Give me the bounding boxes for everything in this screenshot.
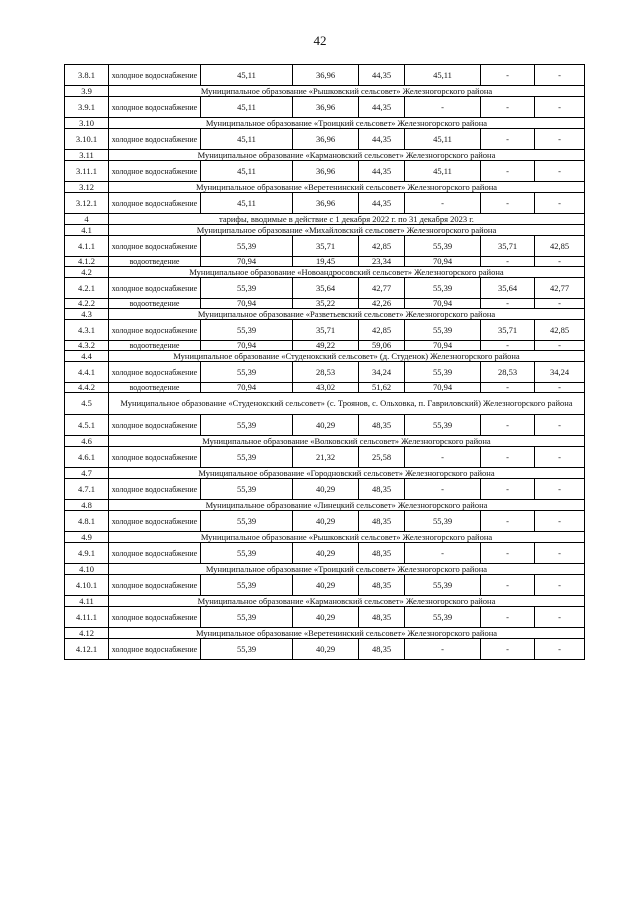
tariff-value: 70,94 [201, 341, 293, 351]
table-row [65, 383, 585, 393]
row-number: 4.7 [65, 468, 109, 479]
tariff-value: 55,39 [201, 607, 293, 628]
tariff-value: - [535, 299, 585, 309]
row-number: 4.6 [65, 436, 109, 447]
service-name: водоотведение [109, 257, 201, 267]
row-number: 4.5 [65, 393, 109, 415]
row-number: 4.3.1 [65, 320, 109, 341]
tariff-value: 55,39 [405, 415, 481, 436]
row-number: 3.8.1 [65, 65, 109, 86]
row-number: 4.8.1 [65, 511, 109, 532]
table-row [65, 543, 585, 564]
service-name: холодное водоснабжение [109, 129, 201, 150]
tariff-value: 45,11 [405, 129, 481, 150]
tariff-value: - [481, 193, 535, 214]
service-name: холодное водоснабжение [109, 479, 201, 500]
tariff-value: 55,39 [405, 575, 481, 596]
row-number: 4 [65, 214, 109, 225]
table-row [65, 415, 585, 436]
row-number: 4.6.1 [65, 447, 109, 468]
table-row [65, 236, 585, 257]
tariff-value: 48,35 [359, 479, 405, 500]
tariff-value: 40,29 [293, 639, 359, 660]
section-row [65, 596, 585, 607]
row-number: 3.10.1 [65, 129, 109, 150]
tariff-value: 40,29 [293, 479, 359, 500]
row-number: 4.2 [65, 267, 109, 278]
tariff-value: - [481, 161, 535, 182]
tariff-value: 36,96 [293, 65, 359, 86]
tariff-value: 55,39 [201, 362, 293, 383]
tariff-value: 55,39 [405, 607, 481, 628]
table-row [65, 193, 585, 214]
table-row [65, 511, 585, 532]
tariff-value: 55,39 [405, 511, 481, 532]
tariff-value: 70,94 [201, 257, 293, 267]
section-title: Муниципальное образование «Веретенинский сельсовет» Железногорского района [109, 628, 585, 639]
service-name: холодное водоснабжение [109, 543, 201, 564]
service-name: холодное водоснабжение [109, 193, 201, 214]
tariff-value: - [481, 543, 535, 564]
tariff-value: 59,06 [359, 341, 405, 351]
service-name: водоотведение [109, 299, 201, 309]
service-name: холодное водоснабжение [109, 236, 201, 257]
tariff-value: 45,11 [201, 97, 293, 118]
row-number: 4.3 [65, 309, 109, 320]
tariff-value: 51,62 [359, 383, 405, 393]
section-title: Муниципальное образование «Рышковский сельсовет» Железногорского района [109, 532, 585, 543]
service-name: холодное водоснабжение [109, 97, 201, 118]
tariff-value: 36,96 [293, 129, 359, 150]
tariff-value: - [481, 415, 535, 436]
row-number: 4.1 [65, 225, 109, 236]
service-name: холодное водоснабжение [109, 607, 201, 628]
tariff-value: - [535, 607, 585, 628]
row-number: 4.9 [65, 532, 109, 543]
row-number: 3.11 [65, 150, 109, 161]
tariff-value: 35,64 [481, 278, 535, 299]
service-name: холодное водоснабжение [109, 362, 201, 383]
section-title: Муниципальное образование «Студенокский сельсовет» (с. Троянов, с. Ольховка, п. Гавриловский) Железногорского района [109, 393, 585, 415]
section-title: Муниципальное образование «Кармановский сельсовет» Железногорского района [109, 150, 585, 161]
row-number: 4.2.2 [65, 299, 109, 309]
tariff-value: 42,85 [535, 236, 585, 257]
tariff-value: - [481, 257, 535, 267]
tariff-value: 35,64 [293, 278, 359, 299]
section-row [65, 393, 585, 415]
tariff-value: - [535, 193, 585, 214]
section-title: Муниципальное образование «Михайловский сельсовет» Железногорского района [109, 225, 585, 236]
tariff-value: 48,35 [359, 607, 405, 628]
tariff-value: 70,94 [405, 341, 481, 351]
section-title: Муниципальное образование «Веретенинский сельсовет» Железногорского района [109, 182, 585, 193]
tariff-value: - [481, 639, 535, 660]
tariff-value: 55,39 [201, 575, 293, 596]
tariff-value: 35,71 [481, 320, 535, 341]
table-row [65, 65, 585, 86]
table-row [65, 362, 585, 383]
table-row [65, 341, 585, 351]
tariff-table [64, 64, 585, 660]
section-row [65, 225, 585, 236]
tariff-value: - [405, 543, 481, 564]
tariff-value: 19,45 [293, 257, 359, 267]
tariff-value: 40,29 [293, 543, 359, 564]
tariff-table-body [65, 65, 585, 660]
tariff-value: - [405, 193, 481, 214]
tariff-value: - [481, 607, 535, 628]
row-number: 4.9.1 [65, 543, 109, 564]
row-number: 3.11.1 [65, 161, 109, 182]
section-row [65, 351, 585, 362]
tariff-value: 35,71 [293, 236, 359, 257]
table-row [65, 129, 585, 150]
section-row [65, 564, 585, 575]
tariff-value: - [535, 447, 585, 468]
tariff-value: 55,39 [201, 543, 293, 564]
service-name: холодное водоснабжение [109, 639, 201, 660]
tariff-value: 48,35 [359, 639, 405, 660]
tariff-value: 45,11 [201, 161, 293, 182]
table-row [65, 447, 585, 468]
tariff-value: 70,94 [405, 383, 481, 393]
tariff-value: 55,39 [405, 362, 481, 383]
tariff-value: 42,77 [359, 278, 405, 299]
section-title: Муниципальное образование «Троицкий сельсовет» Железногорского района [109, 118, 585, 129]
row-number: 4.8 [65, 500, 109, 511]
tariff-value: 35,71 [481, 236, 535, 257]
section-row [65, 532, 585, 543]
section-row [65, 150, 585, 161]
tariff-value: 40,29 [293, 415, 359, 436]
tariff-value: 42,85 [535, 320, 585, 341]
table-row [65, 575, 585, 596]
section-row [65, 436, 585, 447]
section-row [65, 628, 585, 639]
row-number: 4.11 [65, 596, 109, 607]
tariff-value: - [481, 479, 535, 500]
section-row [65, 182, 585, 193]
row-number: 4.12.1 [65, 639, 109, 660]
row-number: 3.10 [65, 118, 109, 129]
tariff-value: - [481, 447, 535, 468]
tariff-value: 40,29 [293, 607, 359, 628]
row-number: 4.7.1 [65, 479, 109, 500]
tariff-value: 44,35 [359, 65, 405, 86]
tariff-value: - [535, 639, 585, 660]
tariff-value: - [481, 299, 535, 309]
tariff-value: 42,85 [359, 320, 405, 341]
page-number: 42 [313, 33, 327, 48]
section-row [65, 267, 585, 278]
tariff-value: 70,94 [405, 299, 481, 309]
tariff-value: - [405, 97, 481, 118]
row-number: 4.5.1 [65, 415, 109, 436]
tariff-value: 55,39 [201, 236, 293, 257]
tariff-value: 44,35 [359, 129, 405, 150]
tariff-value: 48,35 [359, 575, 405, 596]
tariff-value: - [535, 543, 585, 564]
service-name: холодное водоснабжение [109, 278, 201, 299]
tariff-value: 70,94 [201, 383, 293, 393]
tariff-value: - [481, 97, 535, 118]
table-row [65, 257, 585, 267]
tariff-value: 44,35 [359, 193, 405, 214]
tariff-value: 55,39 [201, 511, 293, 532]
table-row [65, 161, 585, 182]
row-number: 4.12 [65, 628, 109, 639]
tariff-value: 55,39 [201, 320, 293, 341]
tariff-value: - [481, 575, 535, 596]
section-row [65, 214, 585, 225]
table-row [65, 607, 585, 628]
table-row [65, 320, 585, 341]
row-number: 3.9.1 [65, 97, 109, 118]
service-name: холодное водоснабжение [109, 511, 201, 532]
tariff-value: 43,02 [293, 383, 359, 393]
tariff-value: 21,32 [293, 447, 359, 468]
tariff-value: 55,39 [405, 320, 481, 341]
tariff-value: 55,39 [201, 639, 293, 660]
tariff-value: 44,35 [359, 97, 405, 118]
section-title: Муниципальное образование «Линецкий сельсовет» Железногорского района [109, 500, 585, 511]
service-name: холодное водоснабжение [109, 447, 201, 468]
section-title: Муниципальное образование «Новоандросовский сельсовет» Железногорского района [109, 267, 585, 278]
table-row [65, 479, 585, 500]
service-name: холодное водоснабжение [109, 415, 201, 436]
section-title: Муниципальное образование «Городновский сельсовет» Железногорского района [109, 468, 585, 479]
tariff-value: 45,11 [201, 129, 293, 150]
row-number: 3.12.1 [65, 193, 109, 214]
tariff-value: 34,24 [535, 362, 585, 383]
tariff-value: 48,35 [359, 511, 405, 532]
service-name: водоотведение [109, 341, 201, 351]
tariff-value: 40,29 [293, 575, 359, 596]
tariff-value: 55,39 [201, 415, 293, 436]
section-row [65, 118, 585, 129]
service-name: водоотведение [109, 383, 201, 393]
tariff-value: - [535, 575, 585, 596]
tariff-value: 34,24 [359, 362, 405, 383]
tariff-value: - [535, 257, 585, 267]
tariff-value: 45,11 [405, 65, 481, 86]
section-title: Муниципальное образование «Студенокский сельсовет» (д. Студенок) Железногорского района [109, 351, 585, 362]
row-number: 4.11.1 [65, 607, 109, 628]
section-row [65, 468, 585, 479]
tariff-value: 48,35 [359, 543, 405, 564]
tariff-value: - [481, 511, 535, 532]
tariff-value: 42,77 [535, 278, 585, 299]
tariff-value: 36,96 [293, 97, 359, 118]
tariff-value: 45,11 [201, 193, 293, 214]
table-row [65, 639, 585, 660]
tariff-value: - [535, 161, 585, 182]
row-number: 4.4 [65, 351, 109, 362]
tariff-value: 42,26 [359, 299, 405, 309]
tariff-value: - [405, 639, 481, 660]
section-title: Муниципальное образование «Кармановский сельсовет» Железногорского района [109, 596, 585, 607]
tariff-value: 45,11 [405, 161, 481, 182]
tariff-value: - [481, 383, 535, 393]
tariff-value: 70,94 [405, 257, 481, 267]
row-number: 4.10 [65, 564, 109, 575]
section-title: Муниципальное образование «Разветьевский сельсовет» Железногорского района [109, 309, 585, 320]
tariff-value: - [535, 97, 585, 118]
section-row [65, 500, 585, 511]
tariff-value: 28,53 [481, 362, 535, 383]
section-row [65, 309, 585, 320]
tariff-value: 55,39 [405, 278, 481, 299]
service-name: холодное водоснабжение [109, 161, 201, 182]
row-number: 4.4.2 [65, 383, 109, 393]
tariff-value: 55,39 [201, 447, 293, 468]
row-number: 4.4.1 [65, 362, 109, 383]
tariff-value: - [535, 341, 585, 351]
tariff-value: 55,39 [405, 236, 481, 257]
tariff-value: 35,71 [293, 320, 359, 341]
row-number: 4.2.1 [65, 278, 109, 299]
section-row [65, 86, 585, 97]
tariff-value: 55,39 [201, 479, 293, 500]
tariff-value: - [535, 511, 585, 532]
tariff-value: 36,96 [293, 193, 359, 214]
tariff-value: 55,39 [201, 278, 293, 299]
tariff-value: 42,85 [359, 236, 405, 257]
service-name: холодное водоснабжение [109, 65, 201, 86]
tariff-value: - [535, 129, 585, 150]
tariff-value: - [535, 65, 585, 86]
row-number: 4.10.1 [65, 575, 109, 596]
tariff-value: 45,11 [201, 65, 293, 86]
service-name: холодное водоснабжение [109, 320, 201, 341]
tariff-value: - [405, 447, 481, 468]
tariff-value: 40,29 [293, 511, 359, 532]
section-title: Муниципальное образование «Рышковский сельсовет» Железногорского района [109, 86, 585, 97]
tariff-value: - [481, 129, 535, 150]
row-number: 4.1.2 [65, 257, 109, 267]
section-title: тарифы, вводимые в действие с 1 декабря 2022 г. по 31 декабря 2023 г. [109, 214, 585, 225]
section-title: Муниципальное образование «Волковский сельсовет» Железногорского района [109, 436, 585, 447]
tariff-value: 70,94 [201, 299, 293, 309]
tariff-value: 36,96 [293, 161, 359, 182]
row-number: 4.1.1 [65, 236, 109, 257]
tariff-value: 35,22 [293, 299, 359, 309]
tariff-value: - [535, 383, 585, 393]
tariff-value: - [535, 479, 585, 500]
section-title: Муниципальное образование «Троицкий сельсовет» Железногорского района [109, 564, 585, 575]
tariff-value: - [535, 415, 585, 436]
tariff-value: 48,35 [359, 415, 405, 436]
tariff-value: 49,22 [293, 341, 359, 351]
table-row [65, 97, 585, 118]
tariff-value: 25,58 [359, 447, 405, 468]
tariff-value: 23,34 [359, 257, 405, 267]
tariff-value: 28,53 [293, 362, 359, 383]
tariff-value: - [481, 341, 535, 351]
row-number: 3.9 [65, 86, 109, 97]
table-row [65, 299, 585, 309]
tariff-value: 44,35 [359, 161, 405, 182]
tariff-value: - [481, 65, 535, 86]
row-number: 3.12 [65, 182, 109, 193]
table-row [65, 278, 585, 299]
tariff-value: - [405, 479, 481, 500]
service-name: холодное водоснабжение [109, 575, 201, 596]
row-number: 4.3.2 [65, 341, 109, 351]
